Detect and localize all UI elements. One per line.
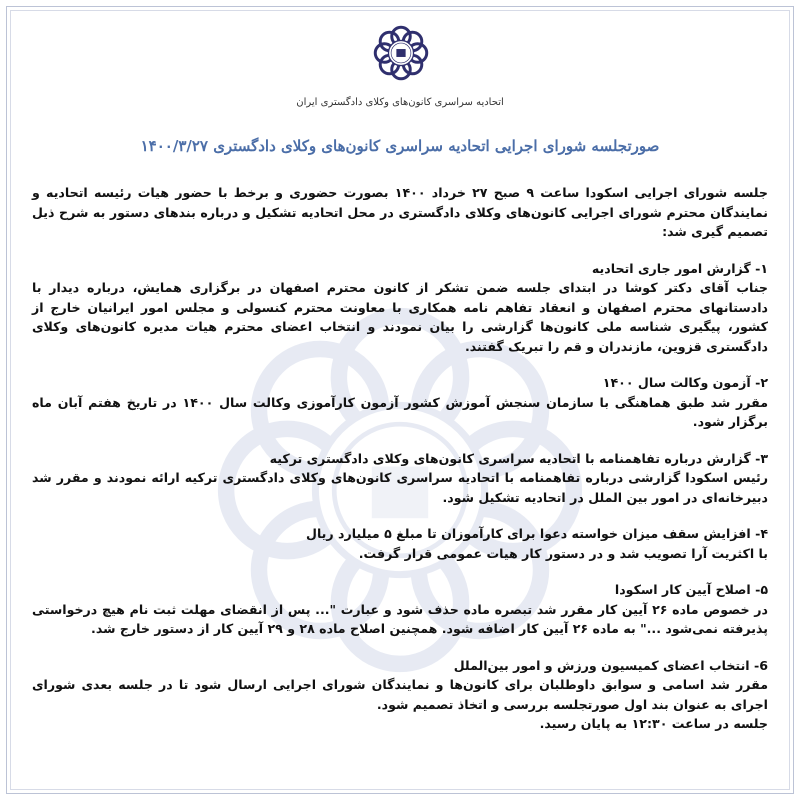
document-body: [32, 183, 768, 734]
document-title: صورتجلسه شورای اجرایی اتحادیه سراسری کانون‌های وکلای دادگستری ۱۴۰۰/۳/۲۷: [140, 137, 660, 155]
section-heading: ۳- گزارش درباره تفاهمنامه با اتحادیه سراسری کانون‌های وکلای دادگستری ترکیه: [269, 450, 768, 466]
intro-paragraph: جلسه شورای اجرایی اسکودا ساعت ۹ صبح ۲۷ خرداد ۱۴۰۰ بصورت حضوری و برخط با حضور هیات رئیسه اتحادیه و نمایندگان محترم شورای اجرایی کانون‌های وکلای دادگستری در محل اتحادیه تشکیل و درباره بندهای دستور به شرح ذیل تصمیم گیری شد:: [32, 185, 768, 239]
section-heading: ۵- اصلاح آیین کار اسکودا: [614, 582, 768, 597]
section-heading: ۲- آزمون وکالت سال ۱۴۰۰: [602, 375, 768, 390]
section-2: [32, 373, 768, 432]
section-body: مقرر شد طبق هماهنگی با سازمان سنجش آموزش کشور آزمون کارآموزی وکالت سال ۱۴۰۰ در تاریخ هفتم آبان ماه برگزار شود.: [32, 394, 768, 429]
section-body: با اکثریت آرا تصویب شد و در دستور کار هیات عمومی قرار گرفت.: [358, 545, 768, 561]
section-heading: ۴- افزایش سقف میزان خواسته دعوا برای کارآموزان تا مبلغ ۵ میلیارد ریال: [306, 526, 768, 541]
section-5: [32, 580, 768, 639]
section-heading: ۱- گزارش امور جاری اتحادیه: [591, 260, 768, 276]
section-body: مقرر شد اسامی و سوابق داوطلبان برای کانون‌ها و نمایندگان شورای اجرایی ارسال شود تا در جلسه بعدی شورای اجرای به عنوان بند اول صورتجلسه بررسی و اتخاذ تصمیم شود.: [32, 677, 768, 712]
section-3: [32, 449, 768, 508]
closing-line: جلسه در ساعت ۱۲:۳۰ به پایان رسید.: [539, 716, 768, 731]
section-1: [32, 259, 768, 357]
section-4: [32, 524, 768, 563]
section-body: در خصوص ماده ۲۶ آیین کار مقرر شد تبصره ماده حذف شود و عبارت "... پس از انقضای مهلت ثبت نام هیچ درخواستی پذیرفته نمی‌شود ..." به ماده ۲۶ آیین کار اضافه شود. همچنین اصلاح ماده ۲۸ و ۲۹ آیین کار از دستور خارج شد.: [32, 601, 768, 636]
logo-emblem-icon: [368, 20, 434, 86]
section-body: جناب آقای دکتر کوشا در ابتدای جلسه ضمن تشکر از کانون محترم اصفهان در برگزاری همایش، درباره دیدار با دادستانهای محترم اصفهان و انعقاد تفاهم نامه همکاری با معاونت محترم کنسولی و مجلس امور ایرانیان خارج از کشور، پیگیری شناسه ملی کانون‌ها گزارشی را بیان نمودند و انتخاب اعضای محترم هیات مدیره کانون‌های وکلای دادگستری قزوین، مازندران و قم را تبریک گفتند.: [32, 280, 768, 354]
section-body: رئیس اسکودا گزارشی درباره تفاهمنامه با اتحادیه سراسری کانون‌های وکلای دادگستری ترکیه ارائه نمودند و مقرر شد دبیرخانه‌ای در امور بین الملل در اتحادیه تشکیل شود.: [32, 470, 768, 505]
section-heading: 6- انتخاب اعضای کمیسیون ورزش و امور بین‌الملل: [453, 657, 768, 673]
section-6: [32, 656, 768, 715]
logo-caption: اتحادیه سراسری کانون‌های وکلای دادگستری ایران: [296, 97, 504, 108]
